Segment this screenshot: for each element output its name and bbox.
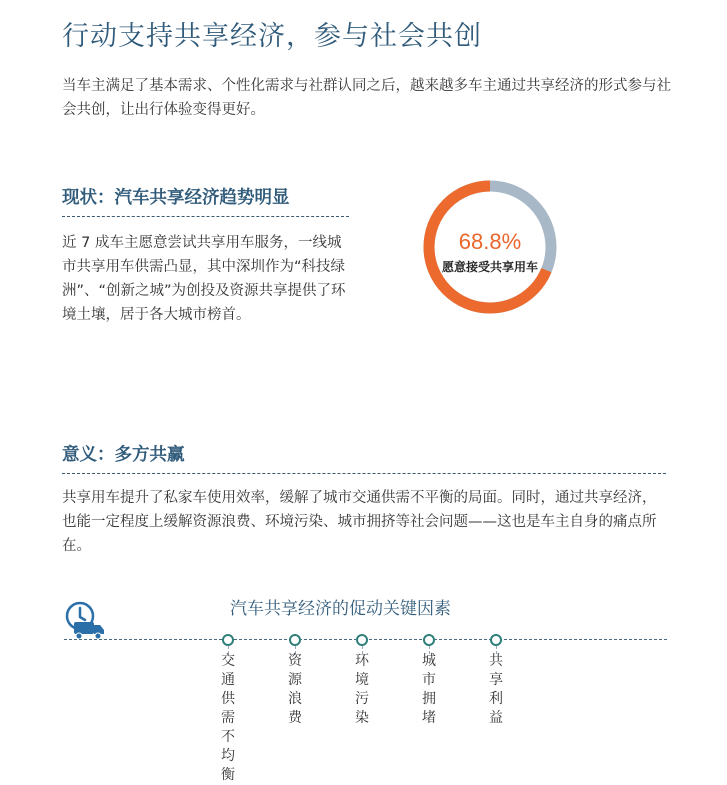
timeline-node <box>490 634 502 646</box>
intro-paragraph: 当车主满足了基本需求、个性化需求与社群认同之后，越来越多车主通过共享经济的形式参与社会共创，让出行体验变得更好。 <box>62 78 671 118</box>
status-body: 近 7 成车主愿意尝试共享用车服务，一线城市共享用车供需凸显，其中深圳作为“科技绿洲”、“创新之城”为创投及资源共享提供了环境土壤，居于各大城市榜首。 <box>62 235 346 323</box>
stat-percentage: 68.8% <box>458 229 522 254</box>
timeline-node <box>423 634 435 646</box>
meaning-divider <box>62 473 666 474</box>
stat-label: 愿意接受共享用车 <box>441 260 538 274</box>
meaning-heading: 意义：多方共赢 <box>62 445 185 465</box>
timeline-node <box>356 634 368 646</box>
timeline-node <box>289 634 301 646</box>
page-title: 行动支持共享经济，参与社会共创 <box>62 21 482 52</box>
factor-label: 共享利益 <box>489 653 503 726</box>
factor-label: 交通供需不均衡 <box>221 653 235 783</box>
factor-label: 城市拥堵 <box>422 653 436 726</box>
status-divider <box>62 216 349 217</box>
stat-donut <box>420 172 560 322</box>
timeline-title: 汽车共享经济的促动关键因素 <box>230 599 451 619</box>
factor-label: 资源浪费 <box>288 653 302 726</box>
timeline-node <box>222 634 234 646</box>
status-heading: 现状：汽车共享经济趋势明显 <box>62 188 290 208</box>
factor-label: 环境污染 <box>355 653 369 726</box>
car-clock-icon <box>64 600 106 642</box>
meaning-body: 共享用车提升了私家车使用效率，缓解了城市交通供需不平衡的局面。同时，通过共享经济，也能一定程度上缓解资源浪费、环境污染、城市拥挤等社会问题——这也是车主自身的痛点所在。 <box>62 490 657 554</box>
